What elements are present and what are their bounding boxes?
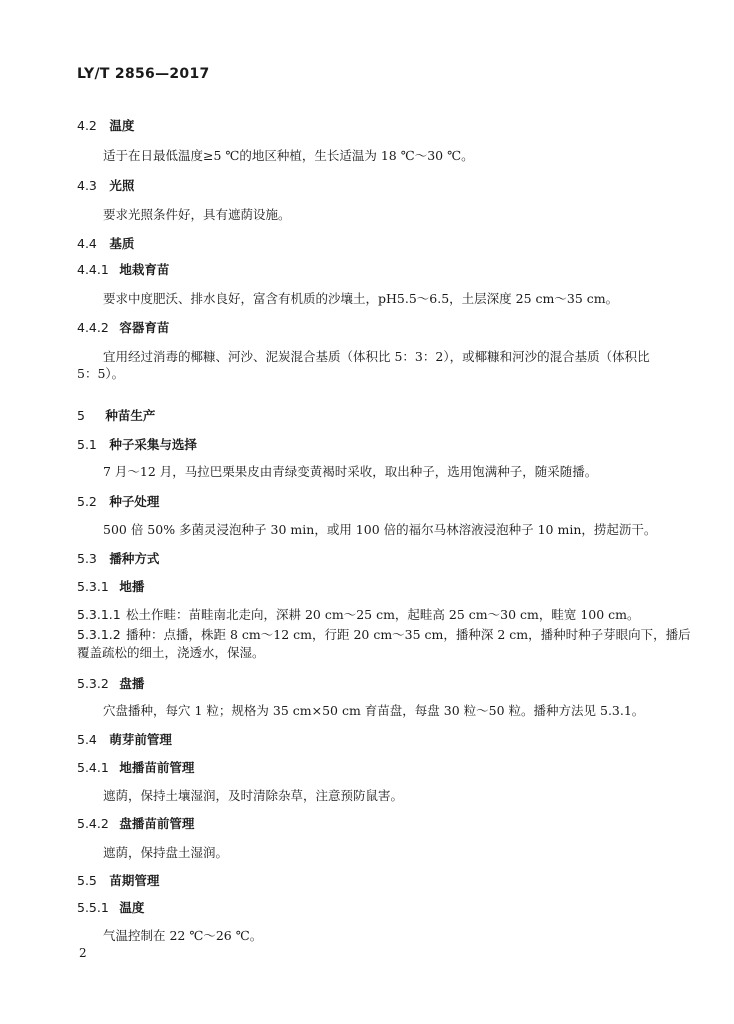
section-text-5-5-1: 气温控制在 22 ℃～26 ℃。 (103, 928, 263, 943)
section-heading-4-3 (77, 178, 134, 194)
section-title: 温度 (119, 900, 145, 915)
section-heading-5-3-2 (77, 676, 144, 692)
section-number: 5.2 (77, 494, 97, 509)
section-heading-4-2 (77, 118, 134, 134)
section-text-5-1: 7 月～12 月，马拉巴栗果皮由青绿变黄褐时采收，取出种子，选用饱满种子，随采随播。 (103, 464, 598, 479)
clause-text: 播种：点播，株距 8 cm～12 cm，行距 20 cm～35 cm，播种深 2 cm，播种时种子芽眼向下，播后 (125, 627, 691, 642)
section-text-4-4-2-line-2: 5：5）。 (77, 366, 125, 381)
section-text-5-3-2: 穴盘播种，每穴 1 粒；规格为 35 cm×50 cm 育苗盘，每盘 30 粒～50 粒。播种方法见 5.3.1。 (103, 703, 645, 718)
document-code: LY/T 2856—2017 (77, 66, 210, 82)
section-heading-5-4-1 (77, 760, 194, 776)
chapter-number: 5 (77, 408, 85, 423)
section-number: 4.4 (77, 236, 97, 251)
section-heading-4-4-2 (77, 320, 169, 336)
clause-number: 5.3.1.2 (77, 627, 121, 642)
clause-5-3-1-2 (77, 627, 691, 643)
section-heading-5-4-2 (77, 816, 194, 832)
section-heading-5-3-1 (77, 579, 144, 595)
clause-text: 松土作畦：苗畦南北走向，深耕 20 cm～25 cm，起畦高 25 cm～30 cm，畦宽 100 cm。 (125, 607, 640, 622)
section-text-4-4-2-line-1: 宜用经过消毒的椰糠、河沙、泥炭混合基质（体积比 5：3：2），或椰糠和河沙的混合基质（体积比 (103, 349, 650, 364)
section-text-4-4-1: 要求中度肥沃、排水良好，富含有机质的沙壤土，pH5.5～6.5，土层深度 25 cm～35 cm。 (103, 291, 619, 306)
clause-5-3-1-1 (77, 607, 640, 623)
section-number: 4.4.1 (77, 262, 109, 277)
section-number: 5.4.1 (77, 760, 109, 775)
section-heading-5-5 (77, 873, 159, 889)
chapter-title: 种苗生产 (105, 408, 156, 423)
section-heading-4-4-1 (77, 262, 169, 278)
section-title: 光照 (109, 178, 135, 193)
section-heading-5-5-1 (77, 900, 144, 916)
clause-5-3-1-2-line-2: 覆盖疏松的细土，浇透水，保湿。 (77, 645, 265, 660)
section-text-4-2: 适于在日最低温度≥5 ℃的地区种植，生长适温为 18 ℃～30 ℃。 (103, 148, 474, 163)
section-title: 盘播苗前管理 (119, 816, 195, 831)
section-title: 容器育苗 (119, 320, 170, 335)
section-title: 播种方式 (109, 551, 160, 566)
chapter-heading-5 (77, 408, 155, 424)
section-title: 盘播 (119, 676, 145, 691)
section-title: 种子采集与选择 (109, 437, 197, 452)
section-number: 5.4 (77, 732, 97, 747)
page-number: 2 (79, 946, 87, 960)
clause-number: 5.3.1.1 (77, 607, 121, 622)
section-heading-5-3 (77, 551, 159, 567)
section-heading-4-4 (77, 236, 134, 252)
section-number: 5.4.2 (77, 816, 109, 831)
section-number: 5.5 (77, 873, 97, 888)
section-number: 5.3.1 (77, 579, 109, 594)
section-number: 4.3 (77, 178, 97, 193)
section-number: 5.1 (77, 437, 97, 452)
section-heading-5-2 (77, 494, 159, 510)
section-title: 地播 (119, 579, 145, 594)
section-number: 5.3 (77, 551, 97, 566)
section-heading-5-1 (77, 437, 197, 453)
section-title: 地播苗前管理 (119, 760, 195, 775)
section-title: 温度 (109, 118, 135, 133)
section-title: 基质 (109, 236, 135, 251)
section-number: 5.5.1 (77, 900, 109, 915)
section-title: 种子处理 (109, 494, 160, 509)
section-text-5-2: 500 倍 50% 多菌灵浸泡种子 30 min，或用 100 倍的福尔马林溶液浸泡种子 10 min，捞起沥干。 (103, 522, 657, 537)
section-title: 苗期管理 (109, 873, 160, 888)
section-heading-5-4 (77, 732, 172, 748)
section-title: 地栽育苗 (119, 262, 170, 277)
section-title: 萌芽前管理 (109, 732, 172, 747)
section-text-5-4-2: 遮荫，保持盘土湿润。 (103, 845, 229, 860)
section-number: 5.3.2 (77, 676, 109, 691)
section-text-4-3: 要求光照条件好，具有遮荫设施。 (103, 207, 291, 222)
section-number: 4.4.2 (77, 320, 109, 335)
section-number: 4.2 (77, 118, 97, 133)
section-text-5-4-1: 遮荫，保持土壤湿润，及时清除杂草，注意预防鼠害。 (103, 788, 404, 803)
